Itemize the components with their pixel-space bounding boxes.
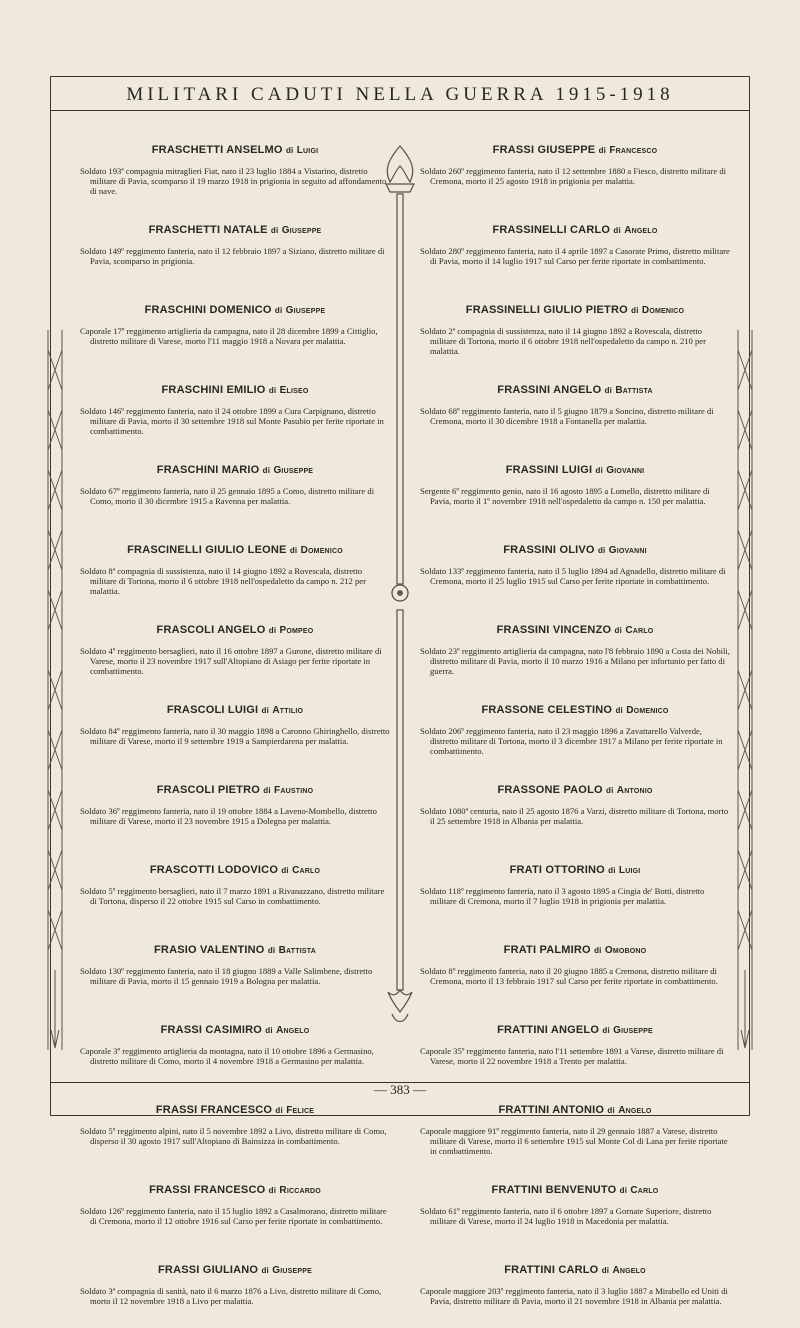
entry-joiner: di	[261, 1266, 269, 1275]
entry-joiner: di	[606, 786, 614, 795]
entry-joiner: di	[595, 466, 603, 475]
entry-surname: FRASSINI ANGELO	[497, 384, 602, 396]
entry-joiner: di	[289, 546, 298, 555]
entry-joiner: di	[613, 226, 621, 235]
entry-father: Domenico	[641, 305, 685, 316]
entry-surname: FRASCHINI MARIO	[156, 464, 260, 476]
entry-surname: FRASCOLI PIETRO	[156, 784, 260, 796]
entry-father: Omobono	[604, 945, 647, 956]
entry-joiner: di	[598, 146, 607, 155]
entry-name	[80, 1104, 390, 1116]
entry-description: Soldato 68º reggimento fanteria, nato il 5 giugno 1879 a Soncino, distretto militare di Cremona, morto il 30 dicembre 1918 a Fontanella per malattia.	[420, 406, 714, 426]
entry-name	[80, 1184, 390, 1196]
entry	[80, 1248, 390, 1328]
entry-joiner: di	[602, 1026, 610, 1035]
entry-joiner: di	[601, 1266, 610, 1275]
entry	[80, 608, 390, 688]
entry-name	[80, 944, 390, 956]
entry-description: Soldato 133º reggimento fanteria, nato il 5 luglio 1894 ad Agnadello, distretto militare di Cremona, morto il 25 luglio 1915 sul Carso per ferite riportate in combattimento.	[420, 566, 726, 586]
entry-father: Battista	[278, 945, 316, 956]
entry-father: Domenico	[626, 705, 669, 716]
entry	[420, 1168, 730, 1248]
entry-joiner: di	[270, 226, 279, 235]
entry	[420, 1248, 730, 1328]
entry	[420, 208, 730, 288]
entry-father: Attilio	[272, 705, 304, 716]
entry-name	[420, 544, 730, 556]
entry-name	[420, 704, 730, 716]
entry-name	[80, 704, 390, 716]
entry-father: Angelo	[612, 1265, 646, 1276]
entry-name	[80, 464, 390, 476]
entry-description: Soldato 146º reggimento fanteria, nato il 24 ottobre 1899 a Cura Carpignano, distretto militare di Pavia, morto il 30 settembre 1918 sul Monte Pasubio per ferite riportate in combattimento.	[80, 406, 384, 436]
entry-name	[420, 304, 730, 316]
entry-name	[420, 224, 730, 236]
entry-surname: FRASSI FRANCESCO	[149, 1184, 266, 1196]
entry-description: Soldato 84º reggimento fanteria, nato il 30 maggio 1898 a Caronno Ghiringhello, distretto militare di Varese, morto il 9 settembre 1919 a Sampierdarena per malattia.	[80, 726, 390, 746]
entry-name	[420, 1024, 730, 1036]
entry-joiner: di	[608, 866, 616, 875]
entry-surname: FRASCOLI ANGELO	[156, 624, 266, 636]
entry-description: Caporale 3º reggimento artiglieria da montagna, nato il 10 ottobre 1896 a Germasino, distretto militare di Como, morto il 4 novembre 1918 a Germasino per malattia.	[80, 1046, 374, 1066]
entry-description: Soldato 3ª compagnia di sanità, nato il 6 marzo 1876 a Livo, distretto militare di Como, morto il 12 novembre 1918 a Livo per malattia.	[80, 1286, 382, 1306]
entry-name	[80, 224, 390, 236]
entry-name	[420, 144, 730, 156]
entry-name	[420, 464, 730, 476]
entry-surname: FRASSINI LUIGI	[505, 464, 593, 476]
entry	[420, 1008, 730, 1088]
entry	[80, 528, 390, 608]
entry-surname: FRASSINI OLIVO	[503, 544, 595, 556]
entry-description: Soldato 36º reggimento fanteria, nato il 19 ottobre 1884 a Laveno-Mombello, distretto militare di Varese, morto il 23 novembre 1915 a Dolegna per malattia.	[80, 806, 377, 826]
entry	[80, 208, 390, 288]
entry	[420, 448, 730, 528]
entry-surname: FRASCHINI EMILIO	[161, 384, 266, 396]
entry-description: Soldato 4º reggimento bersaglieri, nato il 16 ottobre 1897 a Gurone, distretto militare di Varese, morto il 23 novembre 1917 sull'Altopiano di Asiago per ferite riportate in combattimento.	[80, 646, 382, 676]
entry-father: Pompeo	[279, 625, 314, 636]
entry-surname: FRATTINI CARLO	[504, 1264, 599, 1276]
entry-description: Soldato 8º reggimento fanteria, nato il 20 giugno 1885 a Cremona, distretto militare di Cremona, morto il 13 febbraio 1917 sul Carso per ferite riportate in combattimento.	[420, 966, 718, 986]
entry-father: Carlo	[630, 1185, 659, 1196]
page-title: MILITARI CADUTI NELLA GUERRA 1915-1918	[126, 84, 674, 105]
entry-surname: FRASSI FRANCESCO	[155, 1104, 273, 1116]
entry-description: Soldato 2ª compagnia di sussistenza, nato il 14 giugno 1892 a Rovescala, distretto militare di Tortona, morto il 6 ottobre 1918 nell'ospedaletto da campo n. 210 per malattia.	[420, 326, 706, 356]
entry-joiner: di	[261, 706, 270, 715]
entry-surname: FRASCOLI LUIGI	[166, 704, 259, 716]
entry-description: Soldato 8ª compagnia di sussistenza, nato il 14 giugno 1892 a Rovescala, distretto militare di Tortona, morto il 6 ottobre 1918 nell'ospedaletto da campo n. 212 per malattia.	[80, 566, 366, 596]
entry-description: Soldato 5º reggimento bersaglieri, nato il 7 marzo 1891 a Rivanazzano, distretto militare di Tortona, disperso il 22 ottobre 1915 sul Carso in combattimento.	[80, 886, 385, 906]
entry-father: Giuseppe	[285, 305, 326, 316]
entry-joiner: di	[262, 466, 271, 475]
entry-joiner: di	[267, 946, 276, 955]
entry-father: Luigi	[618, 865, 641, 876]
entry-father: Angelo	[618, 1105, 652, 1116]
entry-description: Soldato 126º reggimento fanteria, nato il 15 luglio 1892 a Casalmorano, distretto militare di Cremona, morto il 12 ottobre 1916 sul Carso per ferite riportate in combattimento.	[80, 1206, 387, 1226]
entry-surname: FRASSINI VINCENZO	[496, 624, 612, 636]
entry-description: Soldato 193ª compagnia mitraglieri Fiat, nato il 23 luglio 1884 a Vistarino, distretto militare di Pavia, scomparso il 19 marzo 1918 in prigionia in seguito ad affondamento di nave.	[80, 166, 387, 196]
entry-description: Soldato 61º reggimento fanteria, nato il 6 ottobre 1897 a Gornate Superiore, distretto militare di Varese, morto il 24 luglio 1918 in Macedonia per malattia.	[420, 1206, 712, 1226]
entry-joiner: di	[607, 1106, 615, 1115]
entry-description: Soldato 130º reggimento fanteria, nato il 18 giugno 1889 a Valle Salimbene, distretto militare di Pavia, morto il 15 gennaio 1919 a Bologna per malattia.	[80, 966, 373, 986]
entry-joiner: di	[597, 546, 606, 555]
entry-joiner: di	[604, 386, 613, 395]
entry	[80, 688, 390, 768]
left-column	[80, 128, 390, 1328]
entry-surname: FRATTINI BENVENUTO	[491, 1184, 617, 1196]
entry	[420, 528, 730, 608]
entry-joiner: di	[281, 866, 289, 875]
entry-father: Francesco	[609, 145, 658, 156]
entry-father: Angelo	[276, 1025, 310, 1036]
entry-name	[420, 944, 730, 956]
entry-name	[80, 384, 390, 396]
entry-father: Carlo	[625, 625, 654, 636]
entry-description: Soldato 206º reggimento fanteria, nato il 23 maggio 1896 a Zavattarello Valverde, distretto militare di Tortona, morto il 3 dicembre 1917 a Milano per ferite riportate in combattimento.	[420, 726, 723, 756]
entry	[80, 368, 390, 448]
right-lattice-ornament-icon	[734, 330, 756, 1050]
entry-joiner: di	[631, 306, 639, 315]
entry-joiner: di	[268, 1186, 277, 1195]
entry-surname: FRATI OTTORINO	[509, 864, 605, 876]
entry-joiner: di	[285, 146, 294, 155]
entry-father: Giuseppe	[273, 465, 314, 476]
entry-joiner: di	[265, 1026, 273, 1035]
entry-joiner: di	[615, 706, 623, 715]
entry-surname: FRASSONE CELESTINO	[481, 704, 613, 716]
entry-father: Domenico	[300, 545, 343, 556]
entry	[80, 288, 390, 368]
entry-father: Eliseo	[279, 385, 309, 396]
entry-name	[80, 1264, 390, 1276]
entry-father: Angelo	[624, 225, 658, 236]
entry-joiner: di	[275, 1106, 283, 1115]
entry-name	[420, 784, 730, 796]
entry-name	[420, 1184, 730, 1196]
entry-father: Antonio	[616, 785, 653, 796]
entry-father: Giovanni	[608, 545, 647, 556]
entry-description: Caporale 17º reggimento artiglieria da campagna, nato il 28 dicembre 1899 a Cittiglio, distretto militare di Varese, morto l'11 maggio 1918 a Novara per malattia.	[80, 326, 378, 346]
entry-name	[80, 864, 390, 876]
entry-surname: FRASSI CASIMIRO	[160, 1024, 263, 1036]
entry-surname: FRATI PALMIRO	[503, 944, 591, 956]
entry	[80, 1088, 390, 1168]
entry-surname: FRASCOTTI LODOVICO	[149, 864, 279, 876]
entry-description: Sergente 6º reggimento genio, nato il 16 agosto 1895 a Lomello, distretto militare di Pavia, morto il 1º novembre 1918 nell'ospedaletto da campo n. 150 per malattia.	[420, 486, 710, 506]
entry-surname: FRASSINELLI GIULIO PIETRO	[465, 304, 628, 316]
entry	[420, 288, 730, 368]
entry-name	[420, 864, 730, 876]
entry-surname: FRASIO VALENTINO	[154, 944, 265, 956]
entry-father: Giuseppe	[281, 225, 322, 236]
entry	[420, 688, 730, 768]
entry-father: Giuseppe	[613, 1025, 653, 1036]
left-lattice-ornament-icon	[44, 330, 66, 1050]
entry	[80, 1008, 390, 1088]
entry-description: Soldato 67º reggimento fanteria, nato il 25 gennaio 1895 a Como, distretto militare di Como, morto il 30 dicembre 1915 a Ravenna per malattia.	[80, 486, 375, 506]
entry-surname: FRASSONE PAOLO	[497, 784, 603, 796]
entry	[80, 128, 390, 208]
entry-surname: FRASSI GIUSEPPE	[492, 144, 596, 156]
entry-father: Felice	[286, 1105, 315, 1116]
entry-surname: FRASCHETTI NATALE	[148, 224, 268, 236]
entry-name	[420, 1264, 730, 1276]
entry-description: Soldato 23º reggimento artiglieria da campagna, nato l'8 febbraio 1890 a Costa dei Nobili, distretto militare di Pavia, morto il 10 marzo 1916 a Milano per infortunio per fatto di guerra.	[420, 646, 730, 676]
entry-father: Faustino	[274, 785, 314, 796]
entry-surname: FRASCHINI DOMENICO	[144, 304, 272, 316]
entry-name	[80, 304, 390, 316]
entry-name	[80, 624, 390, 636]
entry-description: Soldato 118º reggimento fanteria, nato il 3 agosto 1895 a Cingia de' Botti, distretto militare di Cremona, morto il 7 luglio 1918 in prigionia per malattia.	[420, 886, 705, 906]
entry-surname: FRATTINI ANGELO	[497, 1024, 600, 1036]
entry-name	[80, 1024, 390, 1036]
entry-surname: FRASCHETTI ANSELMO	[151, 144, 283, 156]
entry	[420, 928, 730, 1008]
entry	[80, 928, 390, 1008]
entry-joiner: di	[614, 626, 623, 635]
entry-name	[80, 544, 390, 556]
entry-name	[80, 784, 390, 796]
right-column	[420, 128, 730, 1328]
entry-description: Soldato 260º reggimento fanteria, nato il 12 settembre 1880 a Fiesco, distretto militare di Cremona, morto il 25 agosto 1918 in prigionia per malattia.	[420, 166, 727, 186]
entry-father: Carlo	[292, 865, 321, 876]
entry-name	[80, 144, 390, 156]
entry-description: Caporale maggiore 203º reggimento fanteria, nato il 3 luglio 1887 a Mirabello ed Uniti di Pavia, distretto militare di Pavia, morto il 21 novembre 1918 in Albania per malattia.	[420, 1286, 728, 1306]
entry	[80, 848, 390, 928]
entry-surname: FRASCINELLI GIULIO LEONE	[127, 544, 287, 556]
entry	[420, 368, 730, 448]
entry	[420, 128, 730, 208]
entry-surname: FRATTINI ANTONIO	[498, 1104, 605, 1116]
entry-joiner: di	[268, 626, 277, 635]
entry-joiner: di	[268, 386, 277, 395]
entry-description: Soldato 280º reggimento fanteria, nato il 4 aprile 1897 a Casorate Primo, distretto militare di Pavia, morto il 14 luglio 1917 sul Carso per ferite riportate in combattimento.	[420, 246, 730, 266]
entry-description: Soldato 149º reggimento fanteria, nato il 12 febbraio 1897 a Siziano, distretto militare di Pavia, scomparso in prigionia.	[80, 246, 385, 266]
entry	[420, 768, 730, 848]
entry-joiner: di	[594, 946, 602, 955]
entry-description: Soldato 1080ª centuria, nato il 25 agosto 1876 a Varzi, distretto militare di Tortona, morto il 25 settembre 1918 in Albania per malattia.	[420, 806, 729, 826]
entry	[80, 768, 390, 848]
entry-description: Caporale 35º reggimento fanteria, nato l'11 settembre 1891 a Varese, distretto militare di Varese, morto il 22 novembre 1918 a Trento per malattia.	[420, 1046, 724, 1066]
entry-description: Caporale maggiore 91º reggimento fanteria, nato il 29 gennaio 1887 a Varese, distretto militare di Varese, morto il 6 settembre 1915 sul Monte Col di Lana per ferite riportate in combattimento.	[420, 1126, 728, 1156]
entry-name	[420, 384, 730, 396]
entry	[420, 1088, 730, 1168]
entry	[420, 848, 730, 928]
entry-name	[420, 624, 730, 636]
entry-joiner: di	[263, 786, 271, 795]
entry-joiner: di	[274, 306, 283, 315]
entry-surname: FRASSINELLI CARLO	[492, 224, 611, 236]
entry-description: Soldato 5º reggimento alpini, nato il 5 novembre 1892 a Livo, distretto militare di Como, disperso il 30 agosto 1917 sull'Altopiano di Bainsizza in combattimento.	[80, 1126, 387, 1146]
entry-name	[420, 1104, 730, 1116]
entry-father: Giuseppe	[272, 1265, 312, 1276]
entry-father: Luigi	[296, 145, 319, 156]
entry	[80, 448, 390, 528]
header-rule	[50, 110, 750, 111]
entry-father: Giovanni	[606, 465, 645, 476]
entry-father: Riccardo	[279, 1185, 321, 1196]
page-number: — 383 —	[374, 1082, 426, 1097]
entry	[420, 608, 730, 688]
entry-father: Battista	[615, 385, 653, 396]
entry-joiner: di	[619, 1186, 628, 1195]
entry-surname: FRASSI GIULIANO	[158, 1264, 259, 1276]
entry	[80, 1168, 390, 1248]
